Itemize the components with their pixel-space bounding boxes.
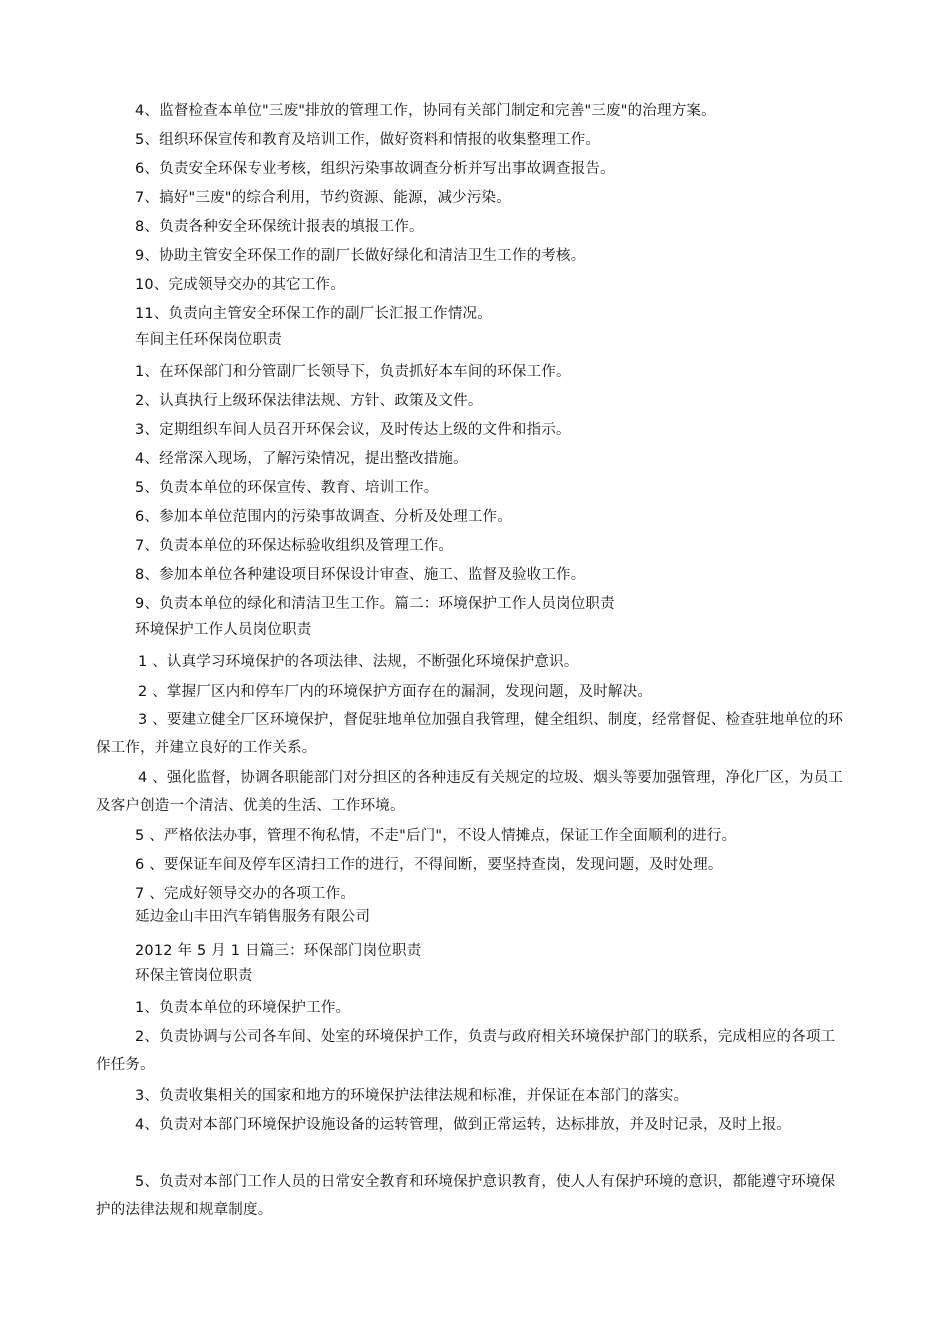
duty-item: 2 、掌握厂区内和停车厂内的环境保护方面存在的漏洞，发现问题，及时解决。 <box>138 684 653 700</box>
duty-item: 1、在环保部门和分管副厂长领导下，负责抓好本车间的环保工作。 <box>135 364 571 380</box>
duty-item: 9、协助主管安全环保工作的副厂长做好绿化和清洁卫生工作的考核。 <box>135 248 586 264</box>
duty-item: 6、参加本单位范围内的污染事故调查、分析及处理工作。 <box>135 509 512 525</box>
duty-item: 8、负责各种安全环保统计报表的填报工作。 <box>135 219 424 235</box>
duty-item: 3 、要建立健全厂区环境保护，督促驻地单位加强自我管理，健全组织、制度，经常督促、检查驻地单位的环保工作，并建立良好的工作关系。 <box>96 712 844 756</box>
company-name: 延边金山丰田汽车销售服务有限公司 <box>135 909 371 925</box>
duty-item: 4 、强化监督，协调各职能部门对分担区的各种违反有关规定的垃圾、烟头等要加强管理，净化厂区，为员工及客户创造一个清洁、优美的生活、工作环境。 <box>96 770 844 814</box>
duty-item: 11、负责向主管安全环保工作的副厂长汇报工作情况。 <box>135 306 492 322</box>
duty-item: 3、负责收集相关的国家和地方的环境保护法律法规和标准，并保证在本部门的落实。 <box>135 1088 689 1104</box>
duty-item: 5 、严格依法办事，管理不徇私情，不走"后门"，不设人情摊点，保证工作全面顺利的进行。 <box>135 828 737 844</box>
duty-item: 4、监督检查本单位"三废"排放的管理工作，协同有关部门制定和完善"三废"的治理方案。 <box>135 103 716 119</box>
section-title: 车间主任环保岗位职责 <box>135 332 282 348</box>
duty-item: 2、认真执行上级环保法律法规、方针、政策及文件。 <box>135 393 483 409</box>
duty-item: 6、负责安全环保专业考核，组织污染事故调查分析并写出事故调查报告。 <box>135 161 615 177</box>
duty-item: 3、定期组织车间人员召开环保会议，及时传达上级的文件和指示。 <box>135 422 571 438</box>
duty-item: 5、负责对本部门工作人员的日常安全教育和环境保护意识教育，使人人有保护环境的意识，都能遵守环境保护的法律法规和规章制度。 <box>96 1174 836 1218</box>
section-title: 环保主管岗位职责 <box>135 968 253 984</box>
duty-item: 2、负责协调与公司各车间、处室的环境保护工作，负责与政府相关环境保护部门的联系，完成相应的各项工作任务。 <box>96 1029 836 1073</box>
duty-item: 9、负责本单位的绿化和清洁卫生工作。篇二：环境保护工作人员岗位职责 <box>135 596 615 612</box>
date-line: 2012 年 5 月 1 日篇三：环保部门岗位职责 <box>135 943 422 959</box>
duty-item: 6 、要保证车间及停车区清扫工作的进行，不得间断，要坚持查岗，发现问题，及时处理。 <box>135 857 723 873</box>
duty-item: 7、搞好"三废"的综合利用，节约资源、能源，减少污染。 <box>135 190 511 206</box>
duty-item: 5、负责本单位的环保宣传、教育、培训工作。 <box>135 480 439 496</box>
duty-item: 4、负责对本部门环境保护设施设备的运转管理，做到正常运转，达标排放，并及时记录，及时上报。 <box>135 1117 792 1133</box>
duty-item: 7 、完成好领导交办的各项工作。 <box>135 886 356 902</box>
duty-item: 4、经常深入现场，了解污染情况，提出整改措施。 <box>135 451 468 467</box>
duty-item: 7、负责本单位的环保达标验收组织及管理工作。 <box>135 538 454 554</box>
duty-item: 1、负责本单位的环境保护工作。 <box>135 1000 351 1016</box>
duty-item: 5、组织环保宣传和教育及培训工作，做好资料和情报的收集整理工作。 <box>135 132 601 148</box>
duty-item: 1 、认真学习环境保护的各项法律、法规，不断强化环境保护意识。 <box>138 654 579 670</box>
duty-item: 10、完成领导交办的其它工作。 <box>135 277 345 293</box>
section-title: 环境保护工作人员岗位职责 <box>135 622 312 638</box>
duty-item: 8、参加本单位各种建设项目环保设计审查、施工、监督及验收工作。 <box>135 567 586 583</box>
